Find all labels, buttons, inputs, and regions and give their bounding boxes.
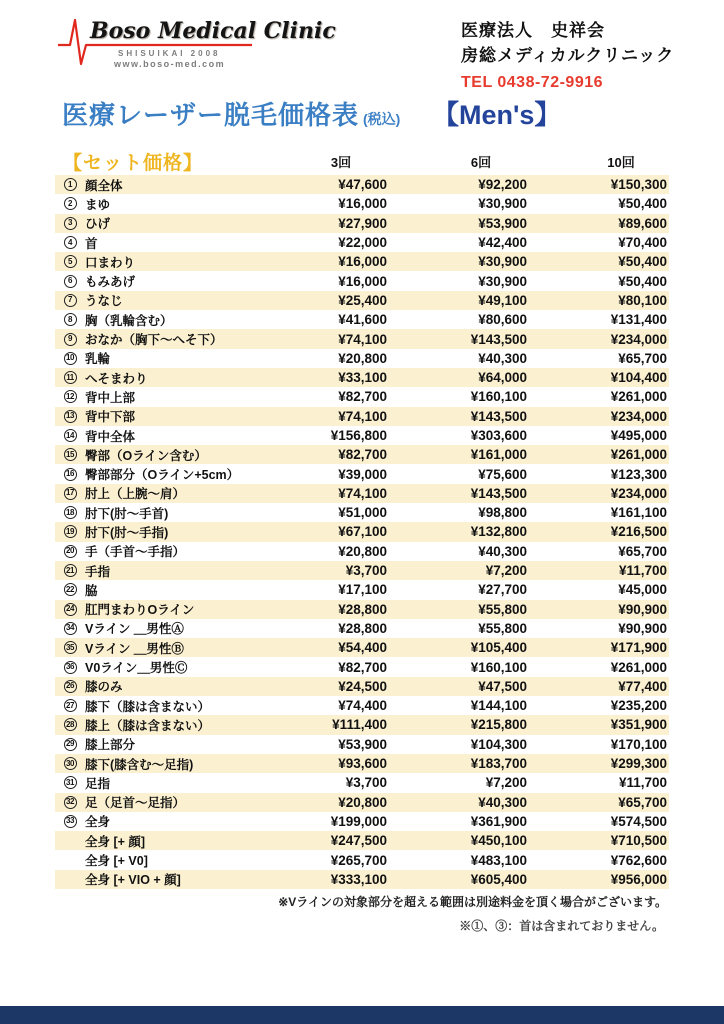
circled-number: 21 [64,564,77,577]
column-header-10times: 10回 [607,155,635,170]
row-number [55,275,85,288]
row-price: ¥7,200 [485,775,527,791]
row-part-name: 臀部（Oライン含む） [85,448,207,463]
row-price: ¥160,100 [470,389,527,405]
row-part-name: 膝下（膝は含まない） [85,699,211,714]
row-part-name: 足（足首～足指） [85,796,186,811]
table-row [55,735,669,754]
row-price: ¥22,000 [338,235,387,251]
row-price: ¥89,600 [618,215,667,231]
table-row [55,696,669,715]
row-price: ¥171,900 [610,640,667,656]
row-price: ¥351,900 [610,717,667,733]
row-part-name: 背中全体 [85,429,136,444]
row-price: ¥605,400 [470,871,527,887]
table-row [55,638,669,657]
row-price: ¥143,500 [470,331,527,347]
row-price: ¥55,800 [478,620,527,636]
row-part-name: Vライン ＿男性Ⓐ [85,622,184,637]
row-price: ¥16,000 [338,273,387,289]
page-title-main: 医療レーザー脱毛価格表 [62,100,360,130]
row-number [55,641,85,654]
table-row [55,464,669,483]
circled-number: 33 [64,815,77,828]
table-row [55,542,669,561]
row-price: ¥82,700 [338,659,387,675]
circled-number: 5 [64,255,77,268]
row-price: ¥39,000 [338,466,387,482]
row-price: ¥574,500 [610,813,667,829]
row-price: ¥132,800 [470,524,527,540]
row-part-name: 背中上部 [85,390,136,405]
row-number [55,236,85,249]
logo-wordmark: Boso Medical Clinic [90,18,336,44]
row-number [55,448,85,461]
phone-number: TEL 0438-72-9916 [461,74,604,91]
circled-number: 8 [64,313,77,326]
row-price: ¥90,900 [618,601,667,617]
table-row [55,793,669,812]
circled-number: 35 [64,641,77,654]
circled-number: 14 [64,429,77,442]
column-header-3times: 3回 [330,155,352,170]
row-part-name: 顔全体 [85,178,123,193]
row-price: ¥183,700 [470,756,527,772]
table-row [55,426,669,445]
row-price: ¥50,400 [618,196,667,212]
table-row [55,329,669,348]
row-price: ¥170,100 [610,736,667,752]
table-row [55,387,669,406]
circled-number: 10 [64,352,77,365]
row-price: ¥156,800 [330,428,387,443]
row-price: ¥25,400 [338,292,387,308]
table-row [55,657,669,676]
row-price: ¥28,800 [338,601,387,617]
row-price: ¥40,300 [478,794,527,810]
row-price: ¥143,500 [470,408,527,424]
page-title [62,95,400,132]
row-price: ¥299,300 [610,756,667,772]
tax-included-label: (税込) [363,111,401,127]
row-price: ¥17,100 [338,582,387,598]
table-row [55,271,669,290]
row-price: ¥24,500 [338,678,387,694]
circled-number: 36 [64,661,77,674]
row-price: ¥11,700 [618,775,667,791]
circled-number: 16 [64,468,77,481]
circled-number: 19 [64,525,77,538]
row-price: ¥27,700 [478,582,527,598]
row-price: ¥41,600 [338,312,387,328]
circled-number: 1 [64,178,77,191]
row-price: ¥65,700 [618,794,667,810]
circled-number: 2 [64,197,77,210]
table-row [55,503,669,522]
row-price: ¥361,900 [470,813,527,829]
circled-number: 32 [64,796,77,809]
logo-subtitle: SHISUIKAI 2008 [118,49,221,58]
row-price: ¥123,300 [610,466,667,482]
set-price-section-label: 【セット価格】 [63,153,204,174]
row-part-name: 膝上部分 [85,738,136,753]
row-price: ¥30,900 [478,254,527,270]
row-number [55,699,85,712]
row-price: ¥74,400 [338,698,387,714]
row-price: ¥234,000 [610,485,667,501]
row-price: ¥234,000 [610,408,667,424]
circled-number: 3 [64,217,77,230]
row-price: ¥40,300 [478,350,527,366]
row-part-name: 全身 [+ 顔] [85,834,146,849]
row-part-name: 脇 [85,583,98,598]
circled-number: 28 [64,718,77,731]
circled-number: 34 [64,622,77,635]
row-number [55,313,85,326]
row-price: ¥50,400 [618,254,667,270]
table-row [55,831,669,850]
row-price: ¥80,100 [618,292,667,308]
row-price: ¥131,400 [610,312,667,328]
row-part-name: V0ライン＿男性Ⓒ [85,661,188,676]
table-row [55,175,669,194]
row-price: ¥77,400 [618,678,667,694]
row-price: ¥20,800 [338,350,387,366]
table-row [55,291,669,310]
row-number [55,390,85,403]
row-price: ¥104,300 [470,736,527,752]
row-number [55,776,85,789]
circled-number: 30 [64,757,77,770]
row-number [55,603,85,616]
row-number [55,564,85,577]
row-part-name: 膝上（膝は含まない） [85,718,211,733]
row-price: ¥70,400 [618,235,667,251]
row-number [55,197,85,210]
row-price: ¥93,600 [338,756,387,772]
row-price: ¥3,700 [345,775,387,791]
circled-number: 18 [64,506,77,519]
clinic-info-block [461,18,674,95]
row-number [55,410,85,423]
row-price: ¥710,500 [610,833,667,849]
footnote-vline: ※Vラインの対象部分を超える範囲は別途料金を頂く場合がございます。 [278,895,667,909]
row-price: ¥956,000 [610,871,667,887]
row-price: ¥160,100 [470,659,527,675]
row-price: ¥265,700 [330,852,387,868]
table-row [55,194,669,213]
table-row [55,600,669,619]
row-price: ¥67,100 [338,524,387,540]
row-number [55,468,85,481]
row-price: ¥51,000 [338,505,387,521]
row-price: ¥74,100 [338,485,387,501]
row-part-name: へそまわり [85,371,148,386]
row-price: ¥45,000 [618,582,667,598]
row-number [55,583,85,596]
column-header-6times: 6回 [470,155,492,170]
row-price: ¥50,400 [618,273,667,289]
row-price: ¥144,100 [470,698,527,714]
row-part-name: 膝下(膝含む～足指) [85,757,194,772]
row-price: ¥161,000 [470,447,527,463]
table-header-row [55,148,669,175]
row-price: ¥199,000 [330,813,387,829]
row-price: ¥105,400 [470,640,527,656]
row-number [55,545,85,558]
row-price: ¥47,600 [338,177,387,193]
row-price: ¥261,000 [610,659,667,675]
row-number [55,255,85,268]
row-part-name: もみあげ [85,275,136,290]
row-number [55,738,85,751]
row-part-name: まゆ [85,197,111,212]
row-part-name: 肛門まわりOライン [85,603,195,618]
row-part-name: 胸（乳輪含む） [85,313,173,328]
price-table-rows [55,175,669,889]
row-price: ¥247,500 [330,833,387,849]
clinic-name: 房総メディカルクリニック [461,46,675,65]
row-price: ¥762,600 [610,852,667,868]
table-row [55,812,669,831]
row-part-name: 肘下(肘～手指) [85,525,169,540]
row-price: ¥82,700 [338,389,387,405]
row-price: ¥235,200 [610,698,667,714]
table-row [55,773,669,792]
row-price: ¥74,100 [338,408,387,424]
circled-number: 13 [64,410,77,423]
row-price: ¥234,000 [610,331,667,347]
row-price: ¥261,000 [610,447,667,463]
row-number [55,333,85,346]
table-row [55,445,669,464]
row-part-name: おなか（胸下～へそ下） [85,333,223,348]
circled-number: 6 [64,275,77,288]
row-price: ¥65,700 [618,350,667,366]
row-price: ¥30,900 [478,196,527,212]
table-row [55,349,669,368]
table-row [55,870,669,889]
corporation-name: 医療法人 史祥会 [461,21,605,40]
circled-number: 29 [64,738,77,751]
row-price: ¥47,500 [478,678,527,694]
row-price: ¥20,800 [338,543,387,559]
row-price: ¥143,500 [470,485,527,501]
row-price: ¥80,600 [478,312,527,328]
row-price: ¥82,700 [338,447,387,463]
row-price: ¥333,100 [330,871,387,887]
row-part-name: 手（手首～手指） [85,545,186,560]
row-number [55,622,85,635]
row-price: ¥495,000 [610,428,667,443]
row-price: ¥150,300 [610,177,667,193]
circled-number: 22 [64,583,77,596]
row-part-name: 乳輪 [85,352,111,367]
row-price: ¥161,100 [610,505,667,521]
table-row [55,677,669,696]
row-number [55,506,85,519]
row-price: ¥75,600 [478,466,527,482]
row-price: ¥65,700 [618,543,667,559]
clinic-logo [56,12,336,74]
circled-number: 7 [64,294,77,307]
table-row [55,619,669,638]
row-price: ¥20,800 [338,794,387,810]
row-number [55,796,85,809]
row-price: ¥64,000 [478,370,527,386]
footer-bar [0,1006,724,1024]
row-number [55,718,85,731]
row-number [55,294,85,307]
row-part-name: うなじ [85,294,123,309]
circled-number: 4 [64,236,77,249]
row-number [55,178,85,191]
row-number [55,352,85,365]
table-row [55,522,669,541]
row-price: ¥53,900 [478,215,527,231]
row-part-name: 全身 [+ V0] [85,854,148,869]
table-row [55,580,669,599]
row-price: ¥450,100 [470,833,527,849]
logo-website: www.boso-med.com [114,59,226,69]
row-part-name: 全身 [+ VIO + 顔] [85,873,181,888]
row-price: ¥55,800 [478,601,527,617]
price-table [55,148,669,889]
circled-number: 27 [64,699,77,712]
circled-number: 9 [64,333,77,346]
table-row [55,561,669,580]
row-number [55,525,85,538]
circled-number: 24 [64,603,77,616]
row-number [55,371,85,384]
row-price: ¥16,000 [338,196,387,212]
circled-number: 12 [64,390,77,403]
row-number [55,757,85,770]
row-part-name: 膝のみ [85,680,123,695]
row-price: ¥483,100 [470,852,527,868]
row-price: ¥40,300 [478,543,527,559]
row-price: ¥27,900 [338,215,387,231]
row-price: ¥3,700 [345,563,387,579]
row-price: ¥90,900 [618,620,667,636]
row-number [55,217,85,230]
table-row [55,715,669,734]
row-number [55,429,85,442]
row-price: ¥49,100 [478,292,527,308]
row-price: ¥33,100 [338,370,387,386]
row-number [55,680,85,693]
row-price: ¥54,400 [338,640,387,656]
table-row [55,252,669,271]
circled-number: 11 [64,371,77,384]
circled-number: 15 [64,448,77,461]
row-part-name: Vライン ＿男性Ⓑ [85,641,184,656]
table-row [55,368,669,387]
row-price: ¥53,900 [338,736,387,752]
gender-label: 【Men's】 [432,100,562,130]
table-row [55,214,669,233]
table-row [55,754,669,773]
row-number [55,487,85,500]
row-part-name: 口まわり [85,255,136,270]
row-price: ¥11,700 [618,563,667,579]
table-row [55,407,669,426]
row-price: ¥28,800 [338,620,387,636]
row-price: ¥98,800 [478,505,527,521]
circled-number: 20 [64,545,77,558]
row-price: ¥92,200 [478,177,527,193]
row-price: ¥261,000 [610,389,667,405]
circled-number: 17 [64,487,77,500]
table-row [55,233,669,252]
row-number [55,815,85,828]
circled-number: 31 [64,776,77,789]
row-part-name: ひげ [85,217,111,232]
row-part-name: 足指 [85,776,111,791]
row-part-name: 背中下部 [85,410,136,425]
table-row [55,850,669,869]
row-number [55,661,85,674]
footnote-neck: ※①、③：首は含まれておりません。 [459,919,664,933]
row-price: ¥30,900 [478,273,527,289]
row-part-name: 肘上（上腕～肩） [85,487,186,502]
row-part-name: 臀部部分（Oライン+5cm） [85,468,240,483]
row-price: ¥216,500 [610,524,667,540]
circled-number: 26 [64,680,77,693]
row-price: ¥111,400 [332,717,387,733]
row-price: ¥303,600 [470,428,527,443]
table-row [55,484,669,503]
row-price: ¥16,000 [338,254,387,270]
row-price: ¥104,400 [610,370,667,386]
row-price: ¥42,400 [478,235,527,251]
row-part-name: 首 [85,236,98,251]
row-price: ¥215,800 [470,717,527,733]
row-price: ¥7,200 [485,563,527,579]
table-row [55,310,669,329]
row-part-name: 全身 [85,815,111,830]
row-part-name: 手指 [85,564,111,579]
row-part-name: 肘下(肘～手首) [85,506,169,521]
row-price: ¥74,100 [338,331,387,347]
